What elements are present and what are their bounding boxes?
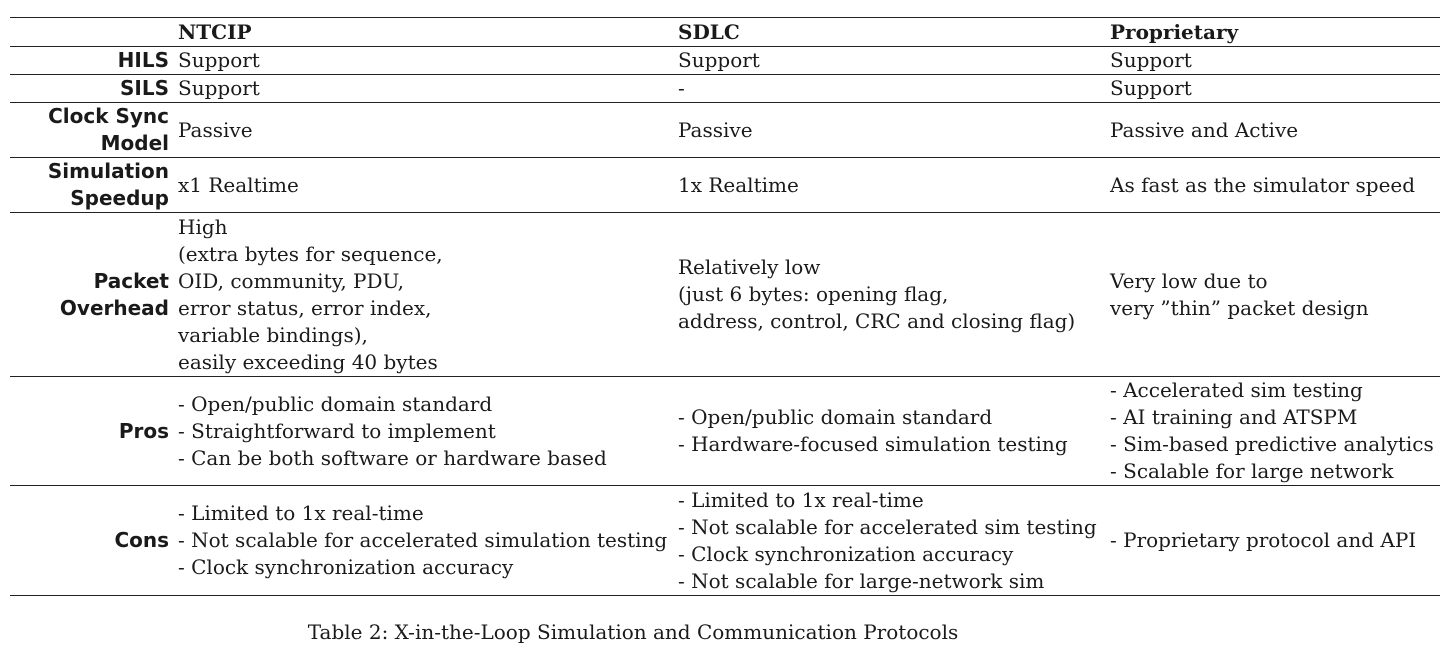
header-empty-cell [10, 18, 173, 47]
table-cell [173, 103, 673, 158]
row-label-line: SILS [120, 76, 169, 100]
cell-line: High [178, 214, 228, 239]
table-cell [673, 158, 1105, 213]
row-label-line: Overhead [59, 295, 169, 320]
cell-line: variable bindings), [178, 322, 368, 347]
cell-line: address, control, CRC and closing flag) [678, 309, 1076, 333]
cell-line: (just 6 bytes: opening flag, [678, 282, 949, 306]
row-label-line: Clock Sync [48, 104, 169, 128]
cell-line: - Clock synchronization accuracy [178, 555, 514, 579]
cell-line: Very low due to [1110, 268, 1268, 293]
table-cell [173, 75, 673, 103]
cell-line: 1x Realtime [678, 172, 799, 197]
cell-line: - Limited to 1x real-time [178, 501, 424, 525]
table-body [10, 18, 1440, 596]
protocol-comparison-table [10, 17, 1440, 596]
table-cell [673, 103, 1105, 158]
cell-line: easily exceeding 40 bytes [178, 349, 438, 374]
cell-line: Support [178, 76, 260, 100]
cell-line: error status, error index, [178, 295, 432, 320]
cell-line: - Sim-based predictive analytics [1110, 432, 1434, 456]
cell-line: - Straightforward to implement [178, 418, 496, 443]
row-label [10, 377, 173, 486]
cell-line: Passive [178, 117, 253, 142]
cell-line: - Open/public domain standard [678, 405, 993, 429]
cell-line: - Hardware-focused simulation testing [678, 432, 1068, 456]
table-row [10, 103, 1440, 158]
row-label [10, 103, 173, 158]
cell-line: - Can be both software or hardware based [178, 445, 607, 470]
table-cell [1105, 213, 1440, 377]
cell-line: Support [678, 48, 760, 72]
column-header: NTCIP [173, 18, 673, 47]
cell-line: Relatively low [678, 255, 821, 279]
table-cell [673, 377, 1105, 486]
row-label-line: HILS [117, 48, 169, 72]
cell-line: Passive and Active [1110, 117, 1299, 142]
row-label-line: Speedup [70, 186, 169, 210]
cell-line: - AI training and ATSPM [1110, 405, 1358, 429]
cell-line: - Limited to 1x real-time [678, 487, 924, 512]
table-cell [1105, 158, 1440, 213]
table-cell [1105, 377, 1440, 486]
row-label-line: Pros [118, 418, 169, 443]
row-label [10, 486, 173, 596]
cell-line: - Open/public domain standard [178, 391, 493, 416]
cell-line: - Not scalable for accelerated simulation testing [178, 528, 668, 552]
cell-line: - Clock synchronization accuracy [678, 541, 1014, 566]
cell-line: very ”thin” packet design [1110, 295, 1369, 320]
table-cell [673, 213, 1105, 377]
cell-line: x1 Realtime [178, 172, 299, 197]
table-cell [673, 47, 1105, 75]
cell-line: - Not scalable for large-network sim [678, 568, 1045, 593]
cell-line: - Scalable for large network [1110, 459, 1394, 483]
cell-line: As fast as the simulator speed [1110, 172, 1416, 197]
cell-line: - Proprietary protocol and API [1110, 528, 1417, 552]
table-cell [173, 158, 673, 213]
table-cell [173, 47, 673, 75]
row-label-line: Packet [93, 268, 169, 293]
row-label-line: Model [100, 131, 169, 155]
table-cell [173, 486, 673, 596]
table-row [10, 75, 1440, 103]
cell-line: (extra bytes for sequence, [178, 241, 443, 266]
table-row [10, 158, 1440, 213]
row-label [10, 47, 173, 75]
cell-line: - Accelerated sim testing [1110, 378, 1363, 402]
table-caption: Table 2: X-in-the-Loop Simulation and Communication Protocols [307, 620, 959, 644]
column-header: Proprietary [1105, 18, 1440, 47]
cell-line: - Not scalable for accelerated sim testing [678, 514, 1097, 539]
column-header: SDLC [673, 18, 1105, 47]
table-cell [673, 75, 1105, 103]
header-row [10, 18, 1440, 47]
table-cell [1105, 47, 1440, 75]
row-label-line: Simulation [47, 159, 169, 183]
table-cell [173, 377, 673, 486]
table-cell [1105, 486, 1440, 596]
cell-line: Support [178, 48, 260, 72]
table-row [10, 377, 1440, 486]
table-cell [1105, 103, 1440, 158]
cell-line: OID, community, PDU, [178, 268, 404, 293]
table-row [10, 47, 1440, 75]
table-cell [173, 213, 673, 377]
row-label [10, 213, 173, 377]
row-label [10, 75, 173, 103]
row-label-line: Cons [114, 528, 169, 552]
cell-line: Support [1110, 48, 1192, 72]
cell-line: Passive [678, 117, 753, 142]
table-cell [673, 486, 1105, 596]
table-row [10, 213, 1440, 377]
table-cell [1105, 75, 1440, 103]
table-row [10, 486, 1440, 596]
row-label [10, 158, 173, 213]
cell-line: - [678, 76, 685, 100]
cell-line: Support [1110, 76, 1192, 100]
